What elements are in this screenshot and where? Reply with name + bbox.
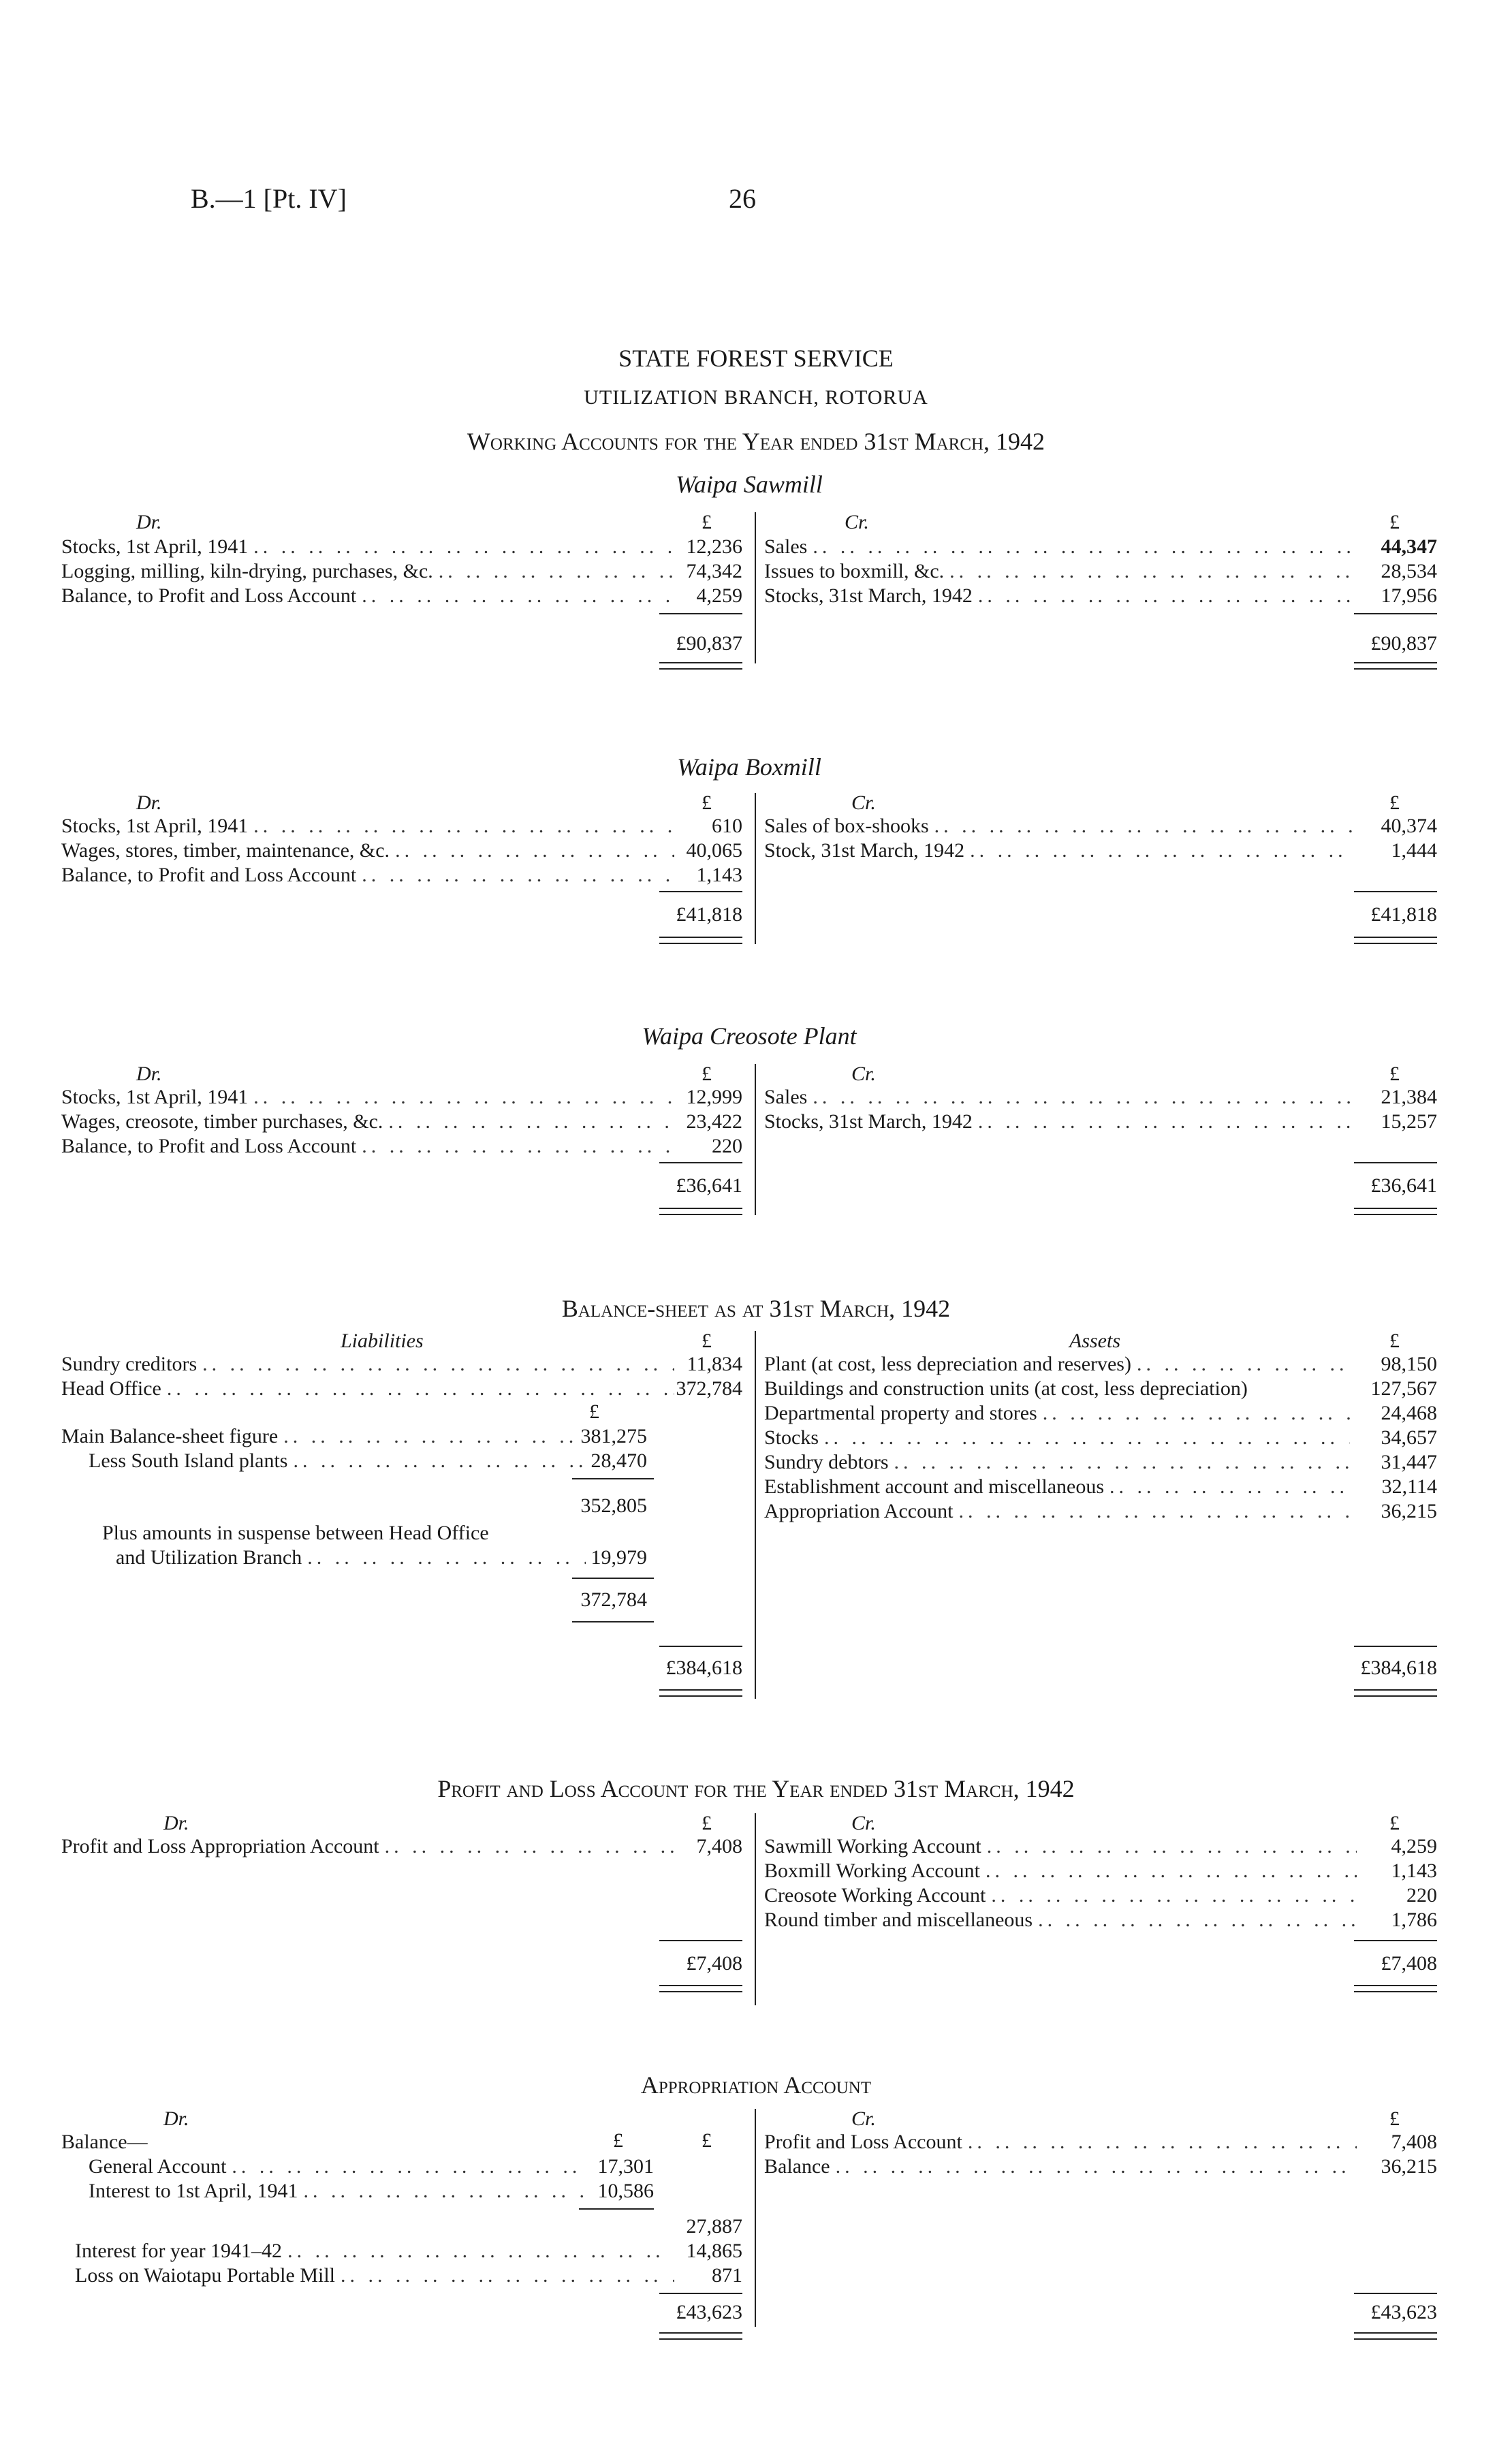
amount: 36,215 — [1381, 2155, 1437, 2178]
ledger-row: Balance .. .. — [764, 2155, 1357, 2180]
boxmill-title: Waipa Boxmill — [677, 753, 821, 781]
total-dr: £41,818 — [676, 903, 742, 926]
dr-label: Dr. — [136, 511, 162, 533]
total-dr: £43,623 — [676, 2301, 742, 2323]
pound-sign: £ — [613, 2129, 623, 2152]
ledger-row: Sales .. .. — [764, 1086, 1357, 1110]
rule — [1354, 1940, 1437, 1941]
double-rule — [1354, 937, 1437, 944]
dr-label: Dr. — [136, 1063, 162, 1085]
pound-sign: £ — [702, 1063, 712, 1085]
pound-sign: £ — [1389, 1812, 1400, 1834]
pound-sign: £ — [702, 791, 712, 814]
total-assets: £384,618 — [1360, 1657, 1437, 1679]
ledger-row: General Account .. .. — [89, 2155, 586, 2180]
double-rule — [1354, 1208, 1437, 1215]
subtotal: 27,887 — [686, 2215, 742, 2238]
ledger-row: Sawmill Working Account .. .. — [764, 1835, 1357, 1860]
column-divider — [755, 1064, 756, 1215]
column-divider — [755, 512, 756, 663]
page-ref: B.—1 [Pt. IV] — [191, 183, 347, 214]
amount: 15,257 — [1381, 1110, 1437, 1133]
pound-sign: £ — [1389, 1330, 1400, 1352]
assets-head: Assets — [1069, 1330, 1120, 1352]
amount: 372,784 — [676, 1377, 742, 1400]
amount: 220 — [712, 1135, 742, 1157]
sawmill-title: Waipa Sawmill — [676, 471, 823, 498]
ledger-row: Buildings and construction units (at cost, less depreciation) — [764, 1377, 1248, 1400]
amount: 381,275 — [580, 1425, 647, 1447]
ledger-row: Establishment account and miscellaneous .. .. — [764, 1475, 1350, 1500]
total-cr: £43,623 — [1370, 2301, 1437, 2323]
pound-sign: £ — [702, 1812, 712, 1834]
ledger-row: Profit and Loss Appropriation Account .. .. — [61, 1835, 674, 1860]
rule — [579, 2208, 654, 2210]
suspense-label: Plus amounts in suspense between Head Office — [102, 1522, 489, 1544]
ledger-row: Wages, stores, timber, maintenance, &c. .. .. — [61, 839, 674, 864]
ledger-row: Sales of box-shooks .. .. — [764, 815, 1357, 839]
double-rule — [659, 1208, 742, 1215]
profit-loss-title: Profit and Loss Account for the Year ended 31st March, 1942 — [437, 1775, 1075, 1802]
amount: 610 — [712, 815, 742, 837]
total-cr: £41,818 — [1370, 903, 1437, 926]
ledger-row: Sundry creditors .. .. — [61, 1353, 674, 1377]
total-dr: £90,837 — [676, 632, 742, 655]
accounts-title: Working Accounts for the Year ended 31st March, 1942 — [467, 428, 1045, 455]
amount: 28,534 — [1381, 560, 1437, 582]
appropriation-title: Appropriation Account — [640, 2071, 872, 2099]
amount: 44,347 — [1381, 535, 1437, 558]
amount: 12,236 — [686, 535, 742, 558]
ledger-row: Less South Island plants .. .. — [89, 1449, 586, 1474]
amount: 7,408 — [696, 1835, 742, 1857]
rule — [659, 1162, 742, 1163]
amount: 7,408 — [1391, 2131, 1437, 2153]
pound-sign: £ — [702, 1330, 712, 1352]
rule — [572, 1578, 654, 1579]
double-rule — [659, 1985, 742, 1992]
rule — [1354, 1162, 1437, 1163]
ledger-row: Plant (at cost, less depreciation and reserves) .. .. — [764, 1353, 1350, 1377]
total-dr: £36,641 — [676, 1174, 742, 1197]
rule — [1354, 2293, 1437, 2294]
pound-sign: £ — [702, 2129, 712, 2152]
double-rule — [659, 662, 742, 670]
total-dr: £7,408 — [686, 1952, 742, 1975]
ledger-row: Loss on Waiotapu Portable Mill .. .. — [75, 2264, 674, 2289]
amount: 4,259 — [1391, 1835, 1437, 1857]
double-rule — [1354, 662, 1437, 670]
amount: 40,065 — [686, 839, 742, 862]
amount: 32,114 — [1381, 1475, 1437, 1498]
amount: 220 — [1406, 1884, 1437, 1907]
double-rule — [659, 1689, 742, 1697]
subtotal: 352,805 — [580, 1494, 647, 1517]
amount: 31,447 — [1381, 1451, 1437, 1473]
amount: 871 — [712, 2264, 742, 2287]
double-rule — [1354, 2332, 1437, 2340]
ledger-row: Balance, to Profit and Loss Account .. .. — [61, 864, 674, 888]
pound-sign: £ — [702, 511, 712, 533]
creosote-title: Waipa Creosote Plant — [642, 1022, 857, 1050]
amount: 21,384 — [1381, 1086, 1437, 1108]
dr-label: Dr. — [163, 1812, 189, 1834]
amount: 28,470 — [590, 1449, 647, 1472]
pound-sign: £ — [1389, 791, 1400, 814]
amount: 1,143 — [1391, 1860, 1437, 1882]
amount: 36,215 — [1381, 1500, 1437, 1522]
amount: 1,786 — [1391, 1909, 1437, 1931]
ledger-row: Stocks .. .. — [764, 1426, 1350, 1451]
amount: 98,150 — [1381, 1353, 1437, 1375]
cr-label: Cr. — [851, 2107, 876, 2130]
ledger-row: Interest to 1st April, 1941 .. .. — [89, 2180, 586, 2204]
rule — [659, 1940, 742, 1941]
page-number: 26 — [729, 183, 756, 214]
dr-label: Dr. — [163, 2107, 189, 2130]
column-divider — [755, 2109, 756, 2327]
rule — [572, 1621, 654, 1622]
amount: 34,657 — [1381, 1426, 1437, 1449]
amount: 24,468 — [1381, 1402, 1437, 1424]
ledger-row: Boxmill Working Account .. .. — [764, 1860, 1357, 1884]
cr-label: Cr. — [851, 1812, 876, 1834]
ledger-row: Sundry debtors .. .. — [764, 1451, 1350, 1475]
total-cr: £7,408 — [1381, 1952, 1437, 1975]
ledger-row: and Utilization Branch .. .. — [116, 1546, 586, 1571]
rule — [659, 613, 742, 614]
pound-sign: £ — [589, 1400, 599, 1423]
ledger-row: Balance, to Profit and Loss Account .. .. — [61, 1135, 674, 1159]
column-divider — [755, 1813, 756, 2005]
ledger-row: Creosote Working Account .. .. — [764, 1884, 1357, 1909]
rule — [1354, 1646, 1437, 1647]
cr-label: Cr. — [845, 511, 869, 533]
ledger-row: Interest for year 1941–42 .. .. — [75, 2240, 674, 2264]
amount: 1,143 — [696, 864, 742, 886]
pound-sign: £ — [1389, 511, 1400, 533]
amount: 1,444 — [1391, 839, 1437, 862]
double-rule — [659, 937, 742, 944]
dr-label: Dr. — [136, 791, 162, 814]
double-rule — [1354, 1985, 1437, 1992]
ledger-row: Stocks, 31st March, 1942 .. .. — [764, 1110, 1357, 1135]
amount: 12,999 — [686, 1086, 742, 1108]
ledger-row: Departmental property and stores .. .. — [764, 1402, 1350, 1426]
amount: 74,342 — [686, 560, 742, 582]
total-cr: £36,641 — [1370, 1174, 1437, 1197]
amount: 40,374 — [1381, 815, 1437, 837]
ledger-row: Stocks, 1st April, 1941 .. .. — [61, 815, 674, 839]
column-divider — [755, 1331, 756, 1699]
amount: 4,259 — [696, 584, 742, 607]
rule — [659, 891, 742, 892]
ledger-row: Stock, 31st March, 1942 .. .. — [764, 839, 1357, 864]
rule — [1354, 613, 1437, 614]
ledger-row: Stocks, 31st March, 1942 .. .. — [764, 584, 1357, 609]
amount: 11,834 — [687, 1353, 742, 1375]
rule — [1354, 891, 1437, 892]
ledger-row: Profit and Loss Account .. .. — [764, 2131, 1357, 2155]
rule — [572, 1478, 654, 1479]
pound-sign: £ — [1389, 2107, 1400, 2130]
column-divider — [755, 793, 756, 944]
liabilities-head: Liabilities — [341, 1330, 424, 1352]
amount: 127,567 — [1370, 1377, 1437, 1400]
double-rule — [1354, 1689, 1437, 1697]
total-cr: £90,837 — [1370, 632, 1437, 655]
subtotal: 372,784 — [580, 1588, 647, 1611]
ledger-row: Balance, to Profit and Loss Account .. .. — [61, 584, 674, 609]
amount: 10,586 — [597, 2180, 654, 2202]
amount: 17,956 — [1381, 584, 1437, 607]
main-title: STATE FOREST SERVICE — [618, 345, 894, 372]
cr-label: Cr. — [851, 1063, 876, 1085]
balance-sheet-title: Balance-sheet as at 31st March, 1942 — [561, 1295, 951, 1322]
cr-label: Cr. — [851, 791, 876, 814]
ledger-row: Main Balance-sheet figure .. .. — [61, 1425, 586, 1449]
amount: 19,979 — [590, 1546, 647, 1569]
double-rule — [659, 2332, 742, 2340]
total-liabilities: £384,618 — [665, 1657, 742, 1679]
amount: 17,301 — [597, 2155, 654, 2178]
ledger-row: Wages, creosote, timber purchases, &c. .. .. — [61, 1110, 674, 1135]
ledger-row: Round timber and miscellaneous .. .. — [764, 1909, 1357, 1933]
rule — [659, 1646, 742, 1647]
ledger-row: Stocks, 1st April, 1941 .. .. — [61, 1086, 674, 1110]
ledger-row: Issues to boxmill, &c. .. .. — [764, 560, 1357, 584]
ledger-row: Head Office .. .. — [61, 1377, 674, 1402]
ledger-row: Logging, milling, kiln-drying, purchases, &c. .. .. — [61, 560, 674, 584]
rule — [659, 2293, 742, 2294]
sub-title: UTILIZATION BRANCH, ROTORUA — [584, 386, 928, 409]
amount: 23,422 — [686, 1110, 742, 1133]
amount: 14,865 — [686, 2240, 742, 2262]
pound-sign: £ — [1389, 1063, 1400, 1085]
ledger-row: Stocks, 1st April, 1941 .. .. — [61, 535, 674, 560]
ledger-row: Appropriation Account .. .. — [764, 1500, 1350, 1524]
balance-label: Balance— — [61, 2131, 148, 2153]
ledger-row: Sales .. .. — [764, 535, 1357, 560]
